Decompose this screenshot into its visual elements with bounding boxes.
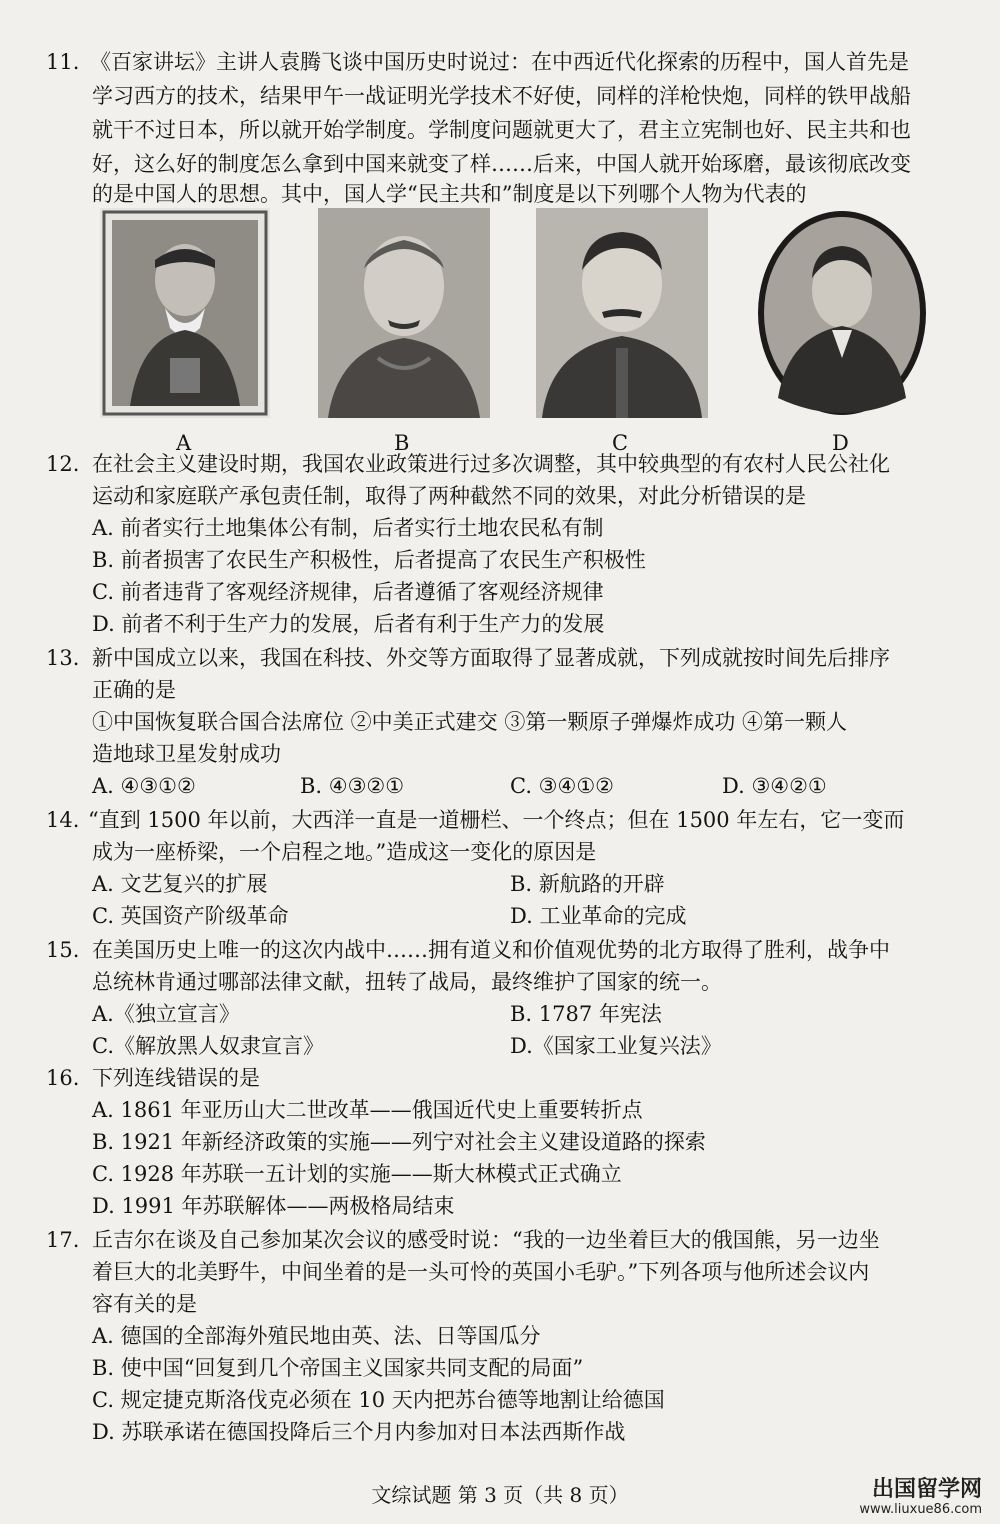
question-text: 成为一座桥梁，一个启程之地。”造成这一变化的原因是 xyxy=(92,840,597,864)
question-text: 在美国历史上唯一的这次内战中……拥有道义和价值观优势的北方取得了胜利，战争中 xyxy=(92,938,890,962)
option-d: D. 苏联承诺在德国投降后三个月内参加对日本法西斯作战 xyxy=(92,1420,626,1444)
portrait-icon xyxy=(536,208,708,418)
question-text: 好，这么好的制度怎么拿到中国来就变了样……后来，中国人就开始琢磨，最该彻底改变 xyxy=(92,152,911,176)
option-c: C.《解放黑人奴隶宣言》 xyxy=(92,1034,324,1058)
question-number: 14. xyxy=(46,808,80,832)
question-text: 就干不过日本，所以就开始学制度。学制度问题就更大了，君主立宪制也好、民主共和也 xyxy=(92,118,911,142)
photo-label-a: A xyxy=(176,431,192,455)
option-c: C. 规定捷克斯洛伐克必须在 10 天内把苏台德等地割让给德国 xyxy=(92,1388,665,1412)
option-b: B. ④③②① xyxy=(300,774,405,798)
option-a: A. 前者实行土地集体公有制，后者实行土地农民私有制 xyxy=(92,516,604,540)
portrait-icon xyxy=(100,208,270,418)
photo-label-c: C xyxy=(612,431,629,455)
question-text: ①中国恢复联合国合法席位 ②中美正式建交 ③第一颗原子弹爆炸成功 ④第一颗人 xyxy=(92,710,848,734)
page-footer: 文综试题 第 3 页（共 8 页） xyxy=(371,1483,629,1507)
watermark-url: www.liuxue86.com xyxy=(859,1502,982,1517)
watermark-title: 出国留学网 xyxy=(871,1477,982,1502)
option-a: A. 德国的全部海外殖民地由英、法、日等国瓜分 xyxy=(92,1324,541,1348)
question-text: 丘吉尔在谈及自己参加某次会议的感受时说：“我的一边坐着巨大的俄国熊，另一边坐 xyxy=(92,1228,880,1252)
option-c: C. 前者违背了客观经济规律，后者遵循了客观经济规律 xyxy=(92,580,604,604)
portrait-icon xyxy=(754,208,930,418)
question-text: 着巨大的北美野牛，中间坐着的是一头可怜的英国小毛驴。”下列各项与他所述会议内 xyxy=(92,1260,870,1284)
option-d: D. 1991 年苏联解体——两极格局结束 xyxy=(92,1194,455,1218)
portrait-photo-c xyxy=(536,208,708,418)
option-c: C. 英国资产阶级革命 xyxy=(92,904,289,928)
question-number: 11. xyxy=(46,50,80,74)
question-text: 容有关的是 xyxy=(92,1292,197,1316)
option-b: B. 前者损害了农民生产积极性，后者提高了农民生产积极性 xyxy=(92,548,646,572)
question-text: 运动和家庭联产承包责任制，取得了两种截然不同的效果，对此分析错误的是 xyxy=(92,484,806,508)
portrait-photo-a xyxy=(100,208,270,418)
option-c: C. ③④①② xyxy=(510,774,614,798)
question-number: 17. xyxy=(46,1228,80,1252)
option-b: B. 新航路的开辟 xyxy=(510,872,665,896)
question-text: 正确的是 xyxy=(92,678,176,702)
portrait-photo-d xyxy=(754,208,930,418)
question-number: 16. xyxy=(46,1066,80,1090)
question-text: 总统林肯通过哪部法律文献，扭转了战局，最终维护了国家的统一。 xyxy=(92,970,722,994)
question-text: 造地球卫星发射成功 xyxy=(92,742,281,766)
option-a: A. 文艺复兴的扩展 xyxy=(92,872,268,896)
question-number: 15. xyxy=(46,938,80,962)
option-b: B. 1787 年宪法 xyxy=(510,1002,662,1026)
option-b: B. 1921 年新经济政策的实施——列宁对社会主义建设道路的探索 xyxy=(92,1130,706,1154)
photo-label-b: B xyxy=(394,431,410,455)
question-text: 新中国成立以来，我国在科技、外交等方面取得了显著成就，下列成就按时间先后排序 xyxy=(92,646,890,670)
option-d: D. 前者不利于生产力的发展，后者有利于生产力的发展 xyxy=(92,612,605,636)
option-a: A.《独立宣言》 xyxy=(92,1002,240,1026)
portrait-icon xyxy=(318,208,490,418)
option-d: D.《国家工业复兴法》 xyxy=(510,1034,722,1058)
question-number: 12. xyxy=(46,452,80,476)
question-text: 下列连线错误的是 xyxy=(92,1066,260,1090)
question-number: 13. xyxy=(46,646,80,670)
portrait-photo-b xyxy=(318,208,490,418)
option-b: B. 使中国“回复到几个帝国主义国家共同支配的局面” xyxy=(92,1356,584,1380)
question-text: 学习西方的技术，结果甲午一战证明光学技术不好使，同样的洋枪快炮，同样的铁甲战船 xyxy=(92,84,911,108)
option-a: A. ④③①② xyxy=(92,774,196,798)
question-text: 的是中国人的思想。其中，国人学“民主共和”制度是以下列哪个人物为代表的 xyxy=(92,182,807,206)
photo-label-d: D xyxy=(832,431,849,455)
question-text: 在社会主义建设时期，我国农业政策进行过多次调整，其中较典型的有农村人民公社化 xyxy=(92,452,890,476)
option-c: C. 1928 年苏联一五计划的实施——斯大林模式正式确立 xyxy=(92,1162,622,1186)
site-watermark xyxy=(859,1478,982,1518)
question-text: “直到 1500 年以前，大西洋一直是一道栅栏、一个终点；但在 1500 年左右，它一变而 xyxy=(88,808,905,832)
option-d: D. 工业革命的完成 xyxy=(510,904,687,928)
option-a: A. 1861 年亚历山大二世改革——俄国近代史上重要转折点 xyxy=(92,1098,643,1122)
option-d: D. ③④②① xyxy=(722,774,827,798)
question-text: 《百家讲坛》主讲人袁腾飞谈中国历史时说过：在中西近代化探索的历程中，国人首先是 xyxy=(90,50,909,74)
